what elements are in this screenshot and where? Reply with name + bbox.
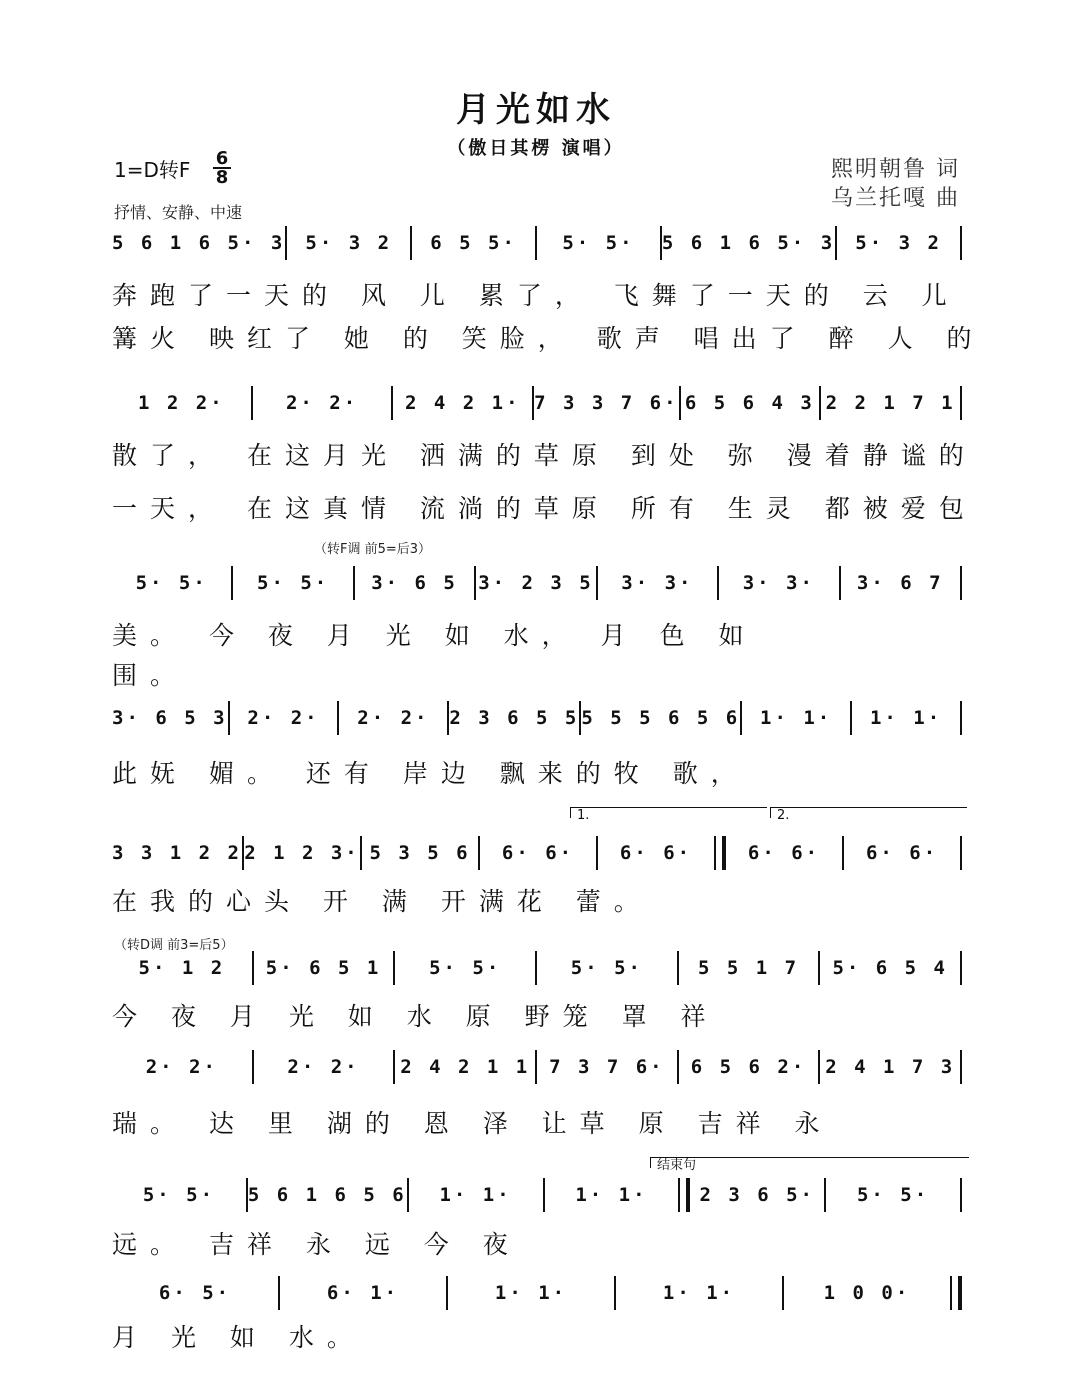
- measure: 2 3 6 5·: [699, 1184, 815, 1206]
- performer-line: （傲日其楞 演唱）: [447, 138, 625, 159]
- barline: [960, 1050, 962, 1084]
- notation-row: [112, 1180, 962, 1210]
- barline: [960, 836, 962, 870]
- lyric-line: 远。 吉祥 永 远 今 夜: [112, 1230, 521, 1259]
- measure: 6· 6·: [747, 842, 821, 864]
- first-ending-bracket: 1.: [570, 807, 767, 818]
- measure: 5· 6 5 1: [265, 957, 382, 979]
- barline: [960, 1178, 962, 1212]
- measure: 1· 1·: [662, 1282, 736, 1304]
- notation-row: [112, 1052, 962, 1082]
- measure: 2 4 2 1·: [405, 392, 521, 414]
- lyric-line: 散了， 在这月光 洒满的草原 到处 弥 漫着静谧的: [112, 441, 977, 470]
- measure: 2 1 2 3·: [244, 842, 360, 864]
- lyric-line: 瑞。 达 里 湖的 恩 泽 让草 原 吉祥 永: [112, 1109, 833, 1138]
- measure: 5 6 1 6 5· 3: [112, 232, 286, 254]
- notation-row: [112, 953, 962, 983]
- measure: 1 2 2·: [138, 392, 225, 414]
- measure: 1· 1·: [760, 707, 833, 729]
- measure: 3· 3·: [621, 572, 694, 594]
- lyric-line: 月 光 如 水。: [112, 1323, 365, 1352]
- barline: [960, 386, 962, 420]
- measure: 5· 5·: [562, 232, 635, 254]
- measure: 5· 5·: [570, 957, 643, 979]
- measure: 2 4 1 7 3: [825, 1056, 956, 1078]
- measure: 1· 1·: [869, 707, 943, 729]
- measure: 5 6 1 6 5· 3: [661, 232, 836, 254]
- measure: 1· 1·: [575, 1184, 648, 1206]
- lyricist-credit: 熙明朝鲁 词: [831, 157, 960, 182]
- key-signature: 1=D转F: [114, 158, 191, 182]
- measure: 7 3 3 7 6·: [534, 392, 679, 414]
- final-barline: [950, 1276, 962, 1310]
- measure: 5· 5·: [135, 572, 208, 594]
- measure: 2· 2·: [145, 1056, 218, 1078]
- measure: 5 6 1 6 5 6: [247, 1184, 407, 1206]
- key-change-note: （转D调 前3=后5）: [114, 938, 234, 953]
- measure: 2 3 6 5 5: [449, 707, 580, 729]
- lyric-line: 在我的心头 开 满 开满花 蕾。: [112, 887, 652, 916]
- measure: 5· 6 5 4: [832, 957, 948, 979]
- ending-phrase-bracket: 结束句: [650, 1157, 969, 1168]
- measure: 7 3 7 6·: [549, 1056, 665, 1078]
- measure: 1· 1·: [439, 1184, 512, 1206]
- song-title: 月光如水: [456, 90, 616, 130]
- measure: 5· 3 2: [305, 232, 393, 254]
- second-ending-bracket: 2.: [770, 807, 967, 818]
- measure: 6· 6·: [619, 842, 693, 864]
- time-signature: [213, 150, 231, 186]
- lyric-line: 一天， 在这真情 流淌的草原 所有 生灵 都被爱包: [112, 494, 977, 523]
- measure: 5· 3 2: [855, 232, 942, 254]
- lyric-line: 篝火 映红了 她 的 笑脸， 歌声 唱出了 醉 人 的: [112, 324, 985, 353]
- measure: 5· 5·: [142, 1184, 216, 1206]
- notation-row: [112, 1278, 962, 1308]
- measure: 1 0 0·: [823, 1282, 911, 1304]
- measure: 5· 1 2: [138, 957, 226, 979]
- measure: 3· 3·: [742, 572, 815, 594]
- measure: 3· 6 5: [371, 572, 458, 594]
- barline: [960, 566, 962, 600]
- measure: 2 4 2 1 1: [400, 1056, 531, 1078]
- time-numerator: 6: [215, 148, 229, 169]
- tempo-marking: 抒情、安静、中速: [114, 203, 243, 222]
- measure: 3· 6 5 3: [112, 707, 228, 729]
- time-denominator: 8: [215, 167, 229, 188]
- measure: 2· 2·: [357, 707, 430, 729]
- lyric-line: 今 夜 月 光 如 水 原 野笼 罩 祥: [112, 1002, 719, 1031]
- barline: [960, 701, 962, 735]
- lyric-line: 此妩 媚。 还有 岸边 飘来的牧 歌，: [112, 759, 749, 788]
- barline: [960, 226, 962, 260]
- measure: 5 3 5 6: [369, 842, 471, 864]
- measure: 6· 6·: [501, 842, 575, 864]
- measure: 2 2 1 7 1: [825, 392, 956, 414]
- composer-credit: 乌兰托嘎 曲: [831, 186, 960, 211]
- notation-row: [112, 568, 962, 598]
- repeat-barline: [714, 836, 726, 870]
- section-barline: [678, 1178, 690, 1212]
- measure: 2· 2·: [287, 1056, 360, 1078]
- measure: 1· 1·: [494, 1282, 568, 1304]
- key-change-note: （转F调 前5=后3）: [314, 542, 432, 557]
- notation-row: [112, 228, 962, 258]
- measure: 5· 5·: [856, 1184, 930, 1206]
- measure: 3 3 1 2 2: [112, 842, 242, 864]
- lyric-line: 美。 今 夜 月 光 如 水， 月 色 如: [112, 621, 757, 650]
- measure: 6· 1·: [326, 1282, 400, 1304]
- notation-row: [112, 838, 962, 868]
- measure: 5· 5·: [429, 957, 502, 979]
- measure: 6 5 5·: [430, 232, 517, 254]
- measure: 2· 2·: [285, 392, 359, 414]
- barline: [960, 951, 962, 985]
- measure: 6· 5·: [158, 1282, 232, 1304]
- measure: 5· 5·: [257, 572, 330, 594]
- measure: 6· 6·: [865, 842, 939, 864]
- notation-row: [112, 703, 962, 733]
- notation-row: [112, 388, 962, 418]
- lyric-line: 奔跑了一天的 风 儿 累了， 飞舞了一天的 云 儿: [112, 281, 960, 310]
- measure: 5 5 1 7: [697, 957, 800, 979]
- measure: 3· 6 7: [856, 572, 944, 594]
- measure: 3· 2 3 5: [478, 572, 594, 594]
- lyric-line: 围。: [112, 661, 189, 690]
- measure: 6 5 6 4 3: [684, 392, 815, 414]
- measure: 2· 2·: [247, 707, 320, 729]
- measure: 5 5 5 6 5 6: [581, 707, 741, 729]
- measure: 6 5 6 2·: [690, 1056, 807, 1078]
